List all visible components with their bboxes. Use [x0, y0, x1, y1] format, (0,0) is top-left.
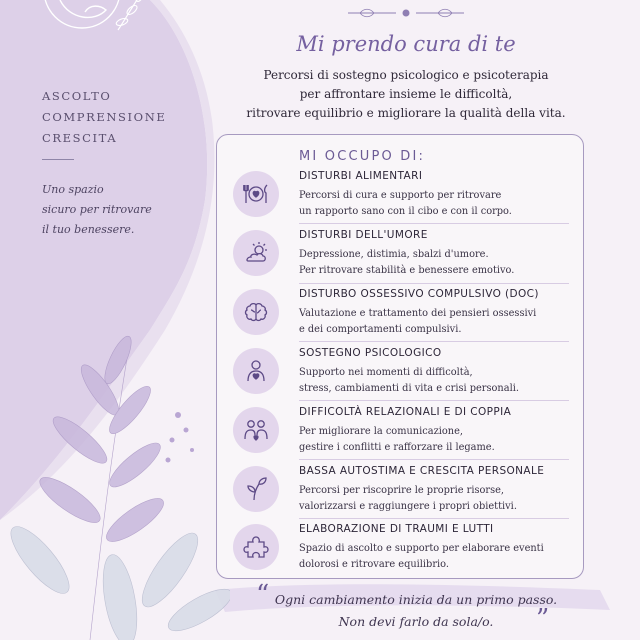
divider [299, 459, 569, 460]
left-divider [42, 159, 74, 160]
description-line: Per ritrovare stabilità e benessere emotivo. [299, 264, 515, 276]
service-description [299, 365, 569, 396]
quote-line: Non devi farlo da sola/o. [338, 614, 494, 629]
quote-block [236, 580, 596, 640]
intro-line: per affrontare insieme le difficoltà, [299, 87, 513, 101]
service-item [217, 285, 585, 343]
tagline [42, 180, 192, 240]
description-line: Percorsi di cura e supporto per ritrovare [299, 190, 502, 201]
service-description [299, 483, 569, 514]
value-item: ASCOLTO [42, 89, 112, 103]
sun-cloud-icon [233, 230, 279, 276]
service-description [299, 424, 569, 455]
service-title: DIFFICOLTÀ RELAZIONALI E DI COPPIA [299, 406, 512, 418]
open-quote-icon: “ [256, 580, 270, 610]
card-title: MI OCCUPO DI: [299, 149, 426, 164]
heart-plate-icon [233, 171, 279, 217]
description-line: Supporto nei momenti di difficoltà, [299, 367, 473, 378]
description-line: un rapporto sano con il cibo e con il corpo. [299, 205, 512, 217]
value-item: CRESCITA [42, 131, 118, 145]
intro-line: Percorsi di sostegno psicologico e psicoterapia [263, 68, 549, 82]
service-description [299, 188, 569, 219]
close-quote-icon: ” [536, 604, 550, 634]
sprout-icon [233, 466, 279, 512]
values-list [42, 86, 166, 149]
divider [299, 283, 569, 284]
logo-emblem [40, 0, 150, 50]
service-title: BASSA AUTOSTIMA E CRESCITA PERSONALE [299, 465, 545, 477]
value-item: COMPRENSIONE [42, 110, 167, 124]
service-item [217, 403, 585, 461]
description-line: e dei comportamenti compulsivi. [299, 323, 462, 335]
page-title: Mi prendo cura di te [296, 32, 516, 56]
service-item [217, 344, 585, 402]
service-description [299, 541, 569, 572]
service-title: ELABORAZIONE DI TRAUMI E LUTTI [299, 523, 494, 535]
service-item [217, 167, 585, 225]
divider [299, 223, 569, 224]
description-line: Per migliorare la comunicazione, [299, 426, 463, 437]
person-heart-icon [233, 348, 279, 394]
divider [299, 341, 569, 342]
ornament-divider [348, 6, 464, 20]
service-item [217, 462, 585, 520]
tagline-line: il tuo benessere. [42, 223, 135, 236]
divider [299, 518, 569, 519]
description-line: Spazio di ascolto e supporto per elaborare eventi [299, 543, 544, 554]
description-line: Valutazione e trattamento dei pensieri ossessivi [299, 308, 537, 319]
service-title: DISTURBO OSSESSIVO COMPULSIVO (DOC) [299, 288, 539, 300]
service-item [217, 520, 585, 578]
brain-icon [233, 289, 279, 335]
service-item [217, 226, 585, 284]
description-line: dolorosi e ritrovare equilibrio. [299, 558, 449, 570]
intro-line: ritrovare equilibrio e migliorare la qualità della vita. [246, 106, 566, 120]
service-title: SOSTEGNO PSICOLOGICO [299, 347, 442, 359]
tagline-line: Uno spazio [42, 183, 104, 196]
service-title: DISTURBI DELL'UMORE [299, 229, 428, 241]
service-description [299, 306, 569, 337]
service-description [299, 247, 569, 278]
description-line: gestire i conflitti e rafforzare il legame. [299, 441, 495, 453]
tagline-line: sicuro per ritrovare [42, 203, 152, 216]
description-line: valorizzarsi e raggiungere i propri obiettivi. [299, 500, 517, 512]
service-title: DISTURBI ALIMENTARI [299, 170, 423, 182]
divider [299, 400, 569, 401]
leaves-illustration [0, 300, 230, 640]
description-line: Depressione, distimia, sbalzi d'umore. [299, 249, 489, 260]
puzzle-icon [233, 524, 279, 570]
description-line: Percorsi per riscoprire le proprie risorse, [299, 485, 505, 496]
services-card [216, 134, 584, 579]
couple-icon [233, 407, 279, 453]
quote-line: Ogni cambiamento inizia da un primo passo. [274, 592, 558, 607]
intro-text [216, 66, 596, 123]
description-line: stress, cambiamenti di vita e crisi personali. [299, 382, 519, 394]
